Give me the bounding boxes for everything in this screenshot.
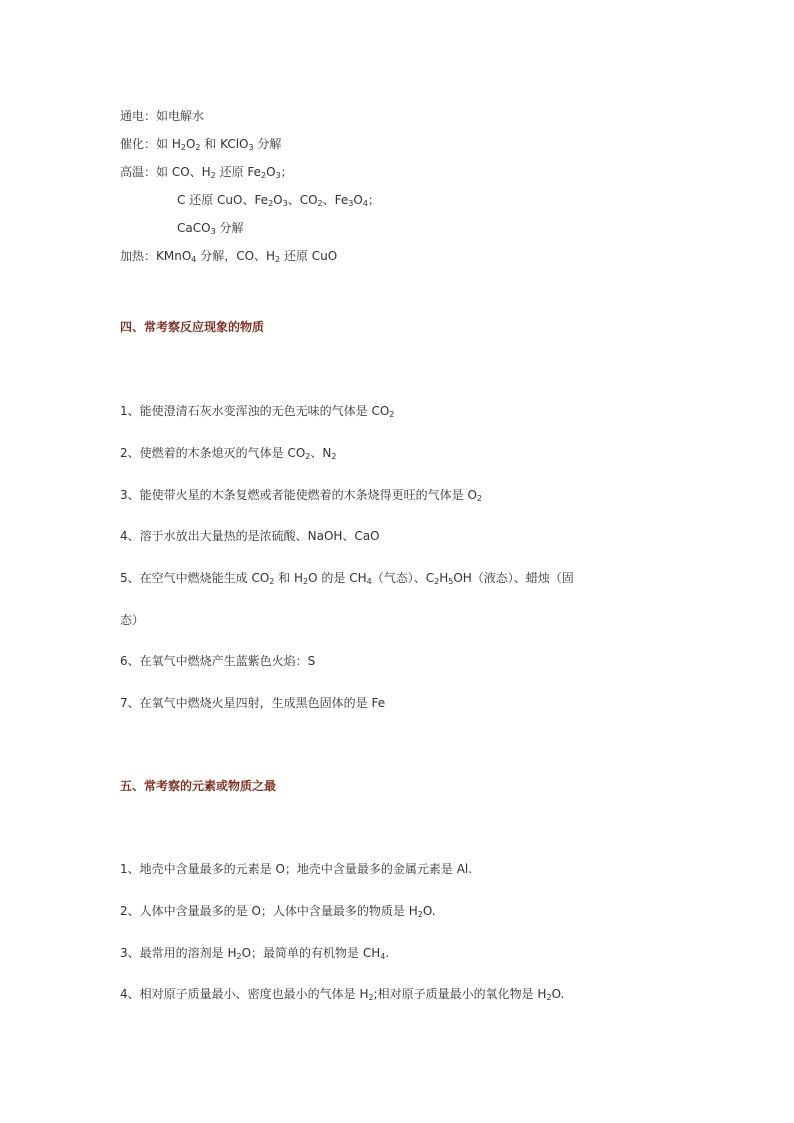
subscript: 3 [248, 143, 254, 152]
text-segment: O [185, 137, 196, 151]
subscript: 2 [180, 143, 186, 152]
text-segment: 、N [310, 446, 332, 460]
section-heading-superlatives: 五、常考察的元素或物质之最 [120, 779, 277, 793]
text-segment: 、CO [287, 193, 318, 207]
condition-line-heating [120, 248, 337, 264]
text-segment: 2、人体中含量最多的是 O；人体中含量最多的物质是 H [120, 904, 418, 918]
subscript: 5 [448, 577, 454, 586]
text-segment: 和 KClO [200, 137, 249, 151]
list-item [120, 528, 380, 544]
text-segment: 催化：如 H [120, 137, 181, 151]
text-segment: 2、使燃着的木条熄灭的气体是 CO [120, 446, 306, 460]
text-segment: O [273, 193, 283, 207]
subscript: 2 [417, 910, 423, 919]
text-segment: CaCO [177, 221, 211, 235]
text-segment: O 的是 CH [308, 571, 367, 585]
subscript: 2 [546, 993, 552, 1002]
subscript: 2 [269, 577, 275, 586]
subscript: 2 [303, 577, 309, 586]
subscript: 2 [434, 577, 440, 586]
text-segment: O [353, 193, 363, 207]
list-item-continuation [120, 612, 144, 628]
text-segment: 分解，CO、H [196, 249, 276, 263]
list-item [120, 861, 472, 877]
list-item [120, 653, 315, 669]
text-segment: O [266, 165, 276, 179]
text-segment: 4、溶于水放出大量热的是浓硫酸、NaOH、CaO [120, 529, 380, 543]
subscript: 3 [275, 171, 281, 180]
list-item [120, 986, 564, 1002]
subscript: 4 [366, 577, 372, 586]
text-segment: 3、能使带火星的木条复燃或者能使燃着的木条烧得更旺的气体是 O [120, 488, 477, 502]
text-segment: 分解 [253, 137, 282, 151]
text-segment: 5、在空气中燃烧能生成 CO [120, 571, 270, 585]
text-segment: ； [367, 193, 380, 207]
subscript: 2 [195, 143, 201, 152]
subscript: 4 [191, 255, 197, 264]
text-segment: 和 H [274, 571, 304, 585]
text-segment: 通电：如电解水 [120, 109, 205, 123]
text-segment: OH（液态）、蜡烛（固 [453, 571, 574, 585]
text-segment: 、Fe [322, 193, 349, 207]
subscript: 2 [261, 171, 267, 180]
subscript: 3 [348, 199, 354, 208]
condition-line-catalysis [120, 136, 281, 152]
text-segment: （气态）、C [371, 571, 435, 585]
subscript: 2 [331, 452, 337, 461]
condition-line-carbon-reduction [177, 192, 380, 208]
subscript: 2 [275, 255, 281, 264]
subscript: 2 [476, 494, 482, 503]
subscript: 4 [362, 199, 368, 208]
text-segment: 还原 Fe [215, 165, 262, 179]
text-segment: 4、相对原子质量最小、密度也最小的气体是 H [120, 987, 369, 1001]
subscript: 2 [236, 952, 242, 961]
list-item [120, 487, 482, 503]
text-segment: C 还原 CuO、Fe [177, 193, 269, 207]
list-item [120, 403, 394, 419]
text-segment: H [439, 571, 449, 585]
subscript: 2 [210, 171, 216, 180]
text-segment: 加热：KMnO [120, 249, 192, 263]
list-item [120, 945, 389, 961]
condition-line-electrolysis [120, 108, 204, 124]
text-segment: 分解 [215, 221, 244, 235]
subscript: 3 [282, 199, 288, 208]
text-segment: 1、能使澄清石灰水变浑浊的无色无味的气体是 CO [120, 404, 390, 418]
text-segment: . [385, 946, 390, 960]
text-segment: 态） [120, 613, 145, 627]
text-segment: O. [422, 904, 436, 918]
text-segment: O. [551, 987, 565, 1001]
condition-line-caco3 [177, 220, 243, 236]
subscript: 2 [305, 452, 311, 461]
text-segment: ;相对原子质量最小的氧化物是 H [373, 987, 547, 1001]
list-item [120, 570, 574, 586]
text-segment: 高温：如 CO、H [120, 165, 211, 179]
list-item [120, 903, 436, 919]
subscript: 2 [317, 199, 323, 208]
subscript: 2 [368, 993, 374, 1002]
subscript: 4 [380, 952, 386, 961]
list-item [120, 445, 336, 461]
section-heading-reaction-phenomena: 四、常考察反应现象的物质 [120, 320, 265, 334]
text-segment: 3、最常用的溶剂是 H [120, 946, 237, 960]
text-segment: 1、地壳中含量最多的元素是 O；地壳中含量最多的金属元素是 Al. [120, 862, 473, 876]
condition-line-high-temp [120, 164, 293, 180]
subscript: 3 [210, 227, 216, 236]
text-segment: 6、在氧气中燃烧产生蓝紫色火焰：S [120, 654, 316, 668]
text-segment: 还原 CuO [280, 249, 338, 263]
text-segment: 7、在氧气中燃烧火星四射，生成黑色固体的是 Fe [120, 696, 386, 710]
subscript: 2 [268, 199, 274, 208]
text-segment: O；最简单的有机物是 CH [241, 946, 381, 960]
text-segment: ； [280, 165, 293, 179]
list-item [120, 695, 385, 711]
subscript: 2 [389, 410, 395, 419]
